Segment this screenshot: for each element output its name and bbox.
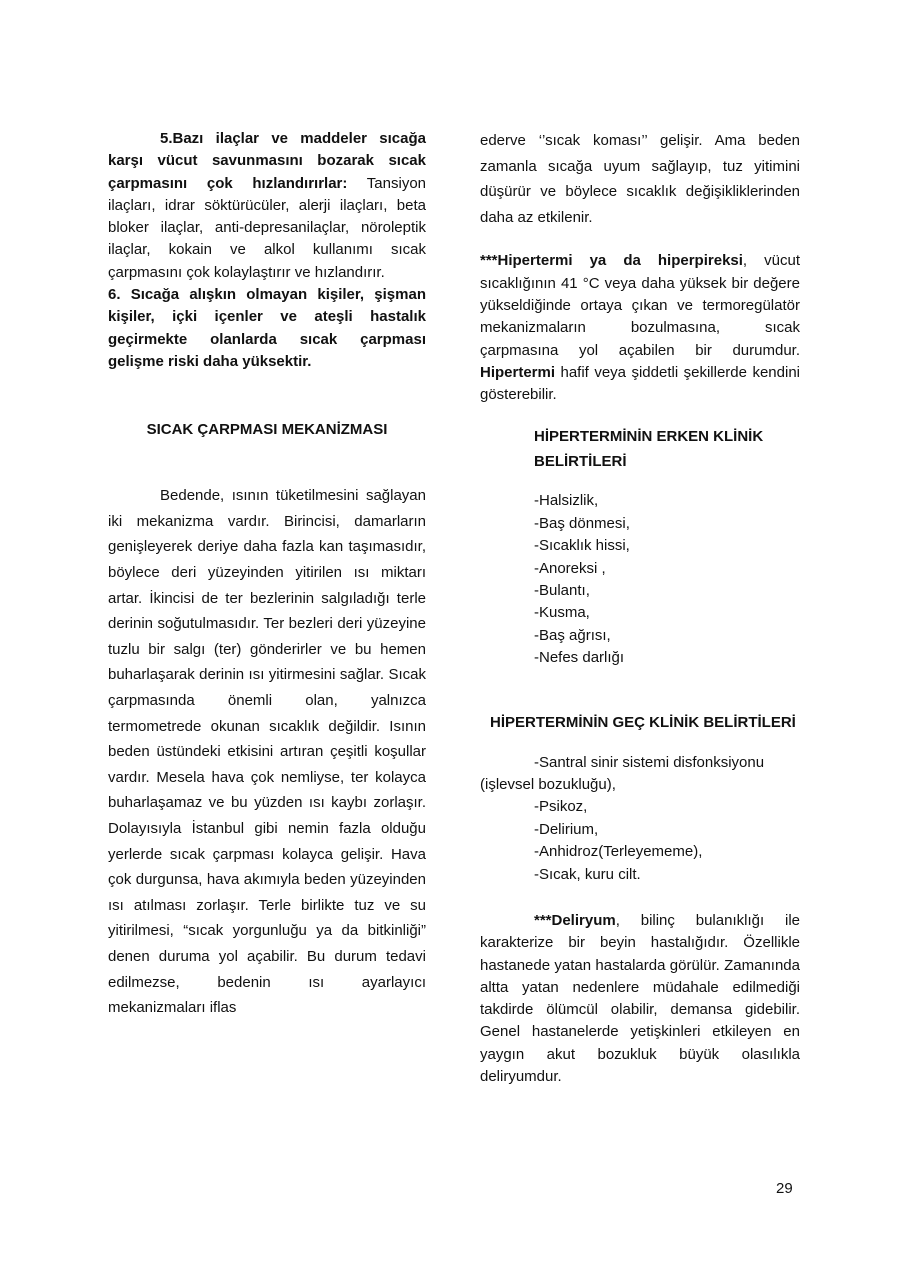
symptom-item: -Sıcaklık hissi, — [534, 537, 630, 555]
symptom-item: -Delirium, — [534, 820, 599, 838]
right-column — [480, 128, 800, 1088]
late-symptoms-list — [480, 796, 800, 886]
symptom-item: -Kusma, — [534, 604, 590, 622]
late-symptoms-heading: HİPERTERMİNİN GEÇ KLİNİK BELİRTİLERİ — [490, 713, 796, 731]
delirium-bold: ***Deliryum — [534, 911, 616, 929]
item-5-text: Tansiyon ilaçları, idrar söktürücüler, alerji ilaçları, beta bloker ilaçlar, anti-depresanilaçlar, nöroleptik ilaçlar, kokain ve alkol kullanımı sıcak çarpmasını çok kolaylaştırır ve hızlandırır. — [108, 174, 426, 281]
hyperthermia-paragraph — [480, 250, 800, 406]
mechanism-heading: SICAK ÇARPMASI MEKANİZMASI — [146, 421, 388, 439]
delirium-paragraph — [480, 910, 800, 1088]
hyperthermia-text-2: hafif veya şiddetli şekillerde kendini gösterebilir. — [480, 363, 800, 404]
symptom-item: -Sıcak, kuru cilt. — [534, 865, 641, 883]
item-5-bold: 5.Bazı ilaçlar ve maddeler sıcağa karşı vücut savunmasını bozarak sıcak çarpmasını çok hızlandırırlar: — [108, 130, 426, 192]
symptom-item: -Anoreksi , — [534, 559, 606, 577]
symptom-item: -Baş ağrısı, — [534, 626, 611, 644]
page-number: 29 — [776, 1180, 793, 1197]
hyperthermia-bold-2: Hipertermi — [480, 363, 556, 381]
item-5-paragraph — [108, 128, 426, 284]
symptom-item: -Anhidroz(Terleyememe), — [534, 843, 703, 861]
early-symptoms-list — [480, 490, 800, 669]
symptom-item: -Bulantı, — [534, 582, 590, 600]
hyperthermia-text: , vücut sıcaklığının 41 °C veya daha yüksek bir değere yükseldiğinde ortaya çıkan ve termoregülatör mekanizmaların bozulmasına, sıcak çarpmasına yol açabilen bir durumdur. — [480, 252, 800, 359]
early-symptoms-heading: HİPERTERMİNİN ERKEN KLİNİK BELİRTİLERİ — [534, 428, 764, 471]
left-column — [108, 128, 426, 1021]
continuation-paragraph: ederve ‘’sıcak koması’’ gelişir. Ama beden zamanla sıcağa uyum sağlayıp, tuz yitimini düşürür ve böylece sıcaklık değişikliklerinden daha az etkilenir. — [480, 132, 800, 226]
delirium-text: , bilinç bulanıklığı ile karakterize bir beyin hastalığıdır. Özellikle hastanede yatan hastalarda görülür. Zamanında altta yatan nedenlere müdahale edilmediği takdirde ölümcül olabilir, demansa gidebilir. Genel hastanelerde yetişkinleri etkileyen en yaygın akut bozukluk büyük olasılıkla deliryumdur. — [480, 911, 800, 1085]
late-first-item: -Santral sinir sistemi disfonksiyonu (işlevsel bozukluğu), — [480, 753, 765, 793]
symptom-item: -Psikoz, — [534, 798, 588, 816]
mechanism-paragraph: Bedende, ısının tüketilmesini sağlayan iki mekanizma vardır. Birincisi, damarların genişleyerek deriye daha fazla kan taşımasıdır, böylece deri yüzeyinden yitirilen ısı miktarı artar. İkincisi de ter bezlerinin salgıladığı terle derinin soğutulmasıdır. Ter bezleri deri yüzeyine tuzlu bir salgı (ter) gönderirler ve bu hemen buharlaşarak derinin ısı yitirmesini sağlar. Sıcak çarpmasında önemli olan, yalnızca termometrede okunan sıcaklık değildir. Isının beden üstündeki etkisini artıran çeşitli koşullar vardır. Mesela hava çok nemliyse, ter kolayca buharlaşamaz ve bu yüzden ısı kaybı zorlaşır. Dolayısıyla İstanbul gibi nemin fazla olduğu yerlerde sıcak çarpması kolayca gelişir. Hava çok durgunsa, hava akımıyla beden yüzeyinden ısı atılması zorlaşır. Terle birlikte tuz ve su yitirilmesi, “sıcak yorgunluğu ya da bitkinliği” denen duruma yol açabilir. Bu durum tedavi edilmezse, bedenin ısı ayarlayıcı mekanizmaları iflas — [108, 487, 426, 1017]
item-6-paragraph: 6. Sıcağa alışkın olmayan kişiler, şişman kişiler, içki içenler ve ateşli hastalık geçirmekte olanlarda sıcak çarpması gelişme riski daha yüksektir. — [108, 286, 426, 370]
symptom-item: -Halsizlik, — [534, 492, 599, 510]
hyperthermia-bold: ***Hipertermi ya da hiperpireksi — [480, 252, 743, 270]
symptom-item: -Nefes darlığı — [534, 649, 625, 667]
symptom-item: -Baş dönmesi, — [534, 514, 630, 532]
